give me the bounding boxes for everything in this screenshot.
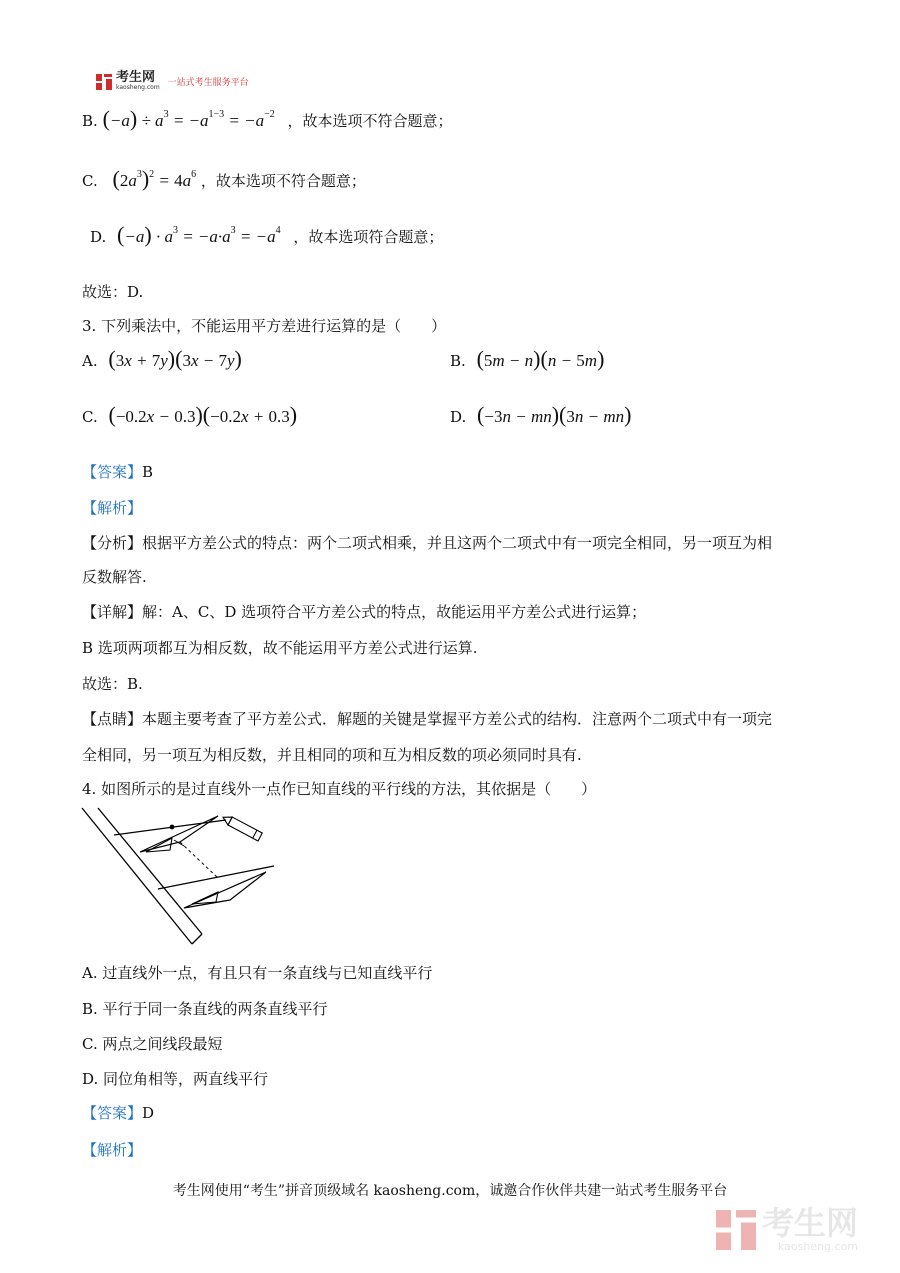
q4-figure (80, 806, 280, 948)
q3-fenxi-line1: 【分析】根据平方差公式的特点：两个二项式相乘，并且这两个二项式中有一项完全相同，另一项互为相 (82, 534, 773, 552)
q3-option-d: D. (−3n − mn)(3n − mn) (450, 402, 632, 427)
q4-answer (82, 1102, 154, 1123)
prev-option-b-expression: $(-a) \div a^3 = -a^{1-3} = -a^{-2}$ (102, 106, 275, 131)
q4-option-d: D. 同位角相等，两直线平行 (82, 1070, 269, 1088)
q3-option-c-expression: (−0.2x − 0.3)(−0.2x + 0.3) (108, 402, 298, 427)
q3-xiangjie-tag: 【详解】 (82, 603, 143, 621)
prev-option-c-expression: $(2a^3)^2 = 4a^6$ (112, 166, 197, 191)
prev-option-d-expression: $(-a) \cdot a^3 = -a\cdot a^3 = -a^4$ (117, 222, 281, 247)
q3-option-a: A. (3x + 7y)(3x − 7y) (82, 346, 242, 371)
given-point (170, 825, 175, 830)
ruler-edge-inner (98, 808, 202, 934)
prev-conclusion: 故选：D. (82, 283, 144, 301)
q4-option-a: A. 过直线外一点，有且只有一条直线与已知直线平行 (82, 964, 433, 982)
logo-name: 考生网 (116, 70, 156, 85)
upper-set-square (140, 816, 218, 852)
q3-fenxi-line2: 反数解答. (82, 568, 147, 586)
q3-option-b-expression: (5m − n)(n − 5m) (476, 346, 605, 371)
q4-option-c: C. 两点之间线段最短 (82, 1035, 223, 1053)
q3-xiangjie-line2: B 选项两项都互为相反数，故不能运用平方差公式进行运算. (82, 639, 478, 657)
logo-slogan: 一站式考生服务平台 (167, 78, 249, 88)
q4-analysis-tag: 【解析】 (82, 1141, 143, 1159)
q3-answer (82, 461, 153, 482)
lower-line (158, 866, 274, 889)
q3-answer-value: B (142, 463, 154, 481)
page-footer: 考生网使用“考生”拼音顶级域名 kaosheng.com，诚邀合作伙伴共建一站式考生服务平台 (172, 1183, 728, 1199)
q4-option-b: B. 平行于同一条直线的两条直线平行 (82, 1000, 328, 1018)
q3-conclusion: 故选：B. (82, 675, 143, 693)
pencil-icon (221, 813, 262, 841)
kaosheng-watermark-icon (716, 1210, 756, 1250)
q3-option-a-expression: (3x + 7y)(3x − 7y) (108, 346, 242, 371)
q3-dianjing-tag: 【点睛】 (82, 710, 143, 728)
q3-xiangjie-line1: 【详解】解：A、C、D 选项符合平方差公式的特点，故能运用平方差公式进行运算； (82, 603, 647, 621)
q3-dianjing-line1: 【点睛】本题主要考查了平方差公式．解题的关键是掌握平方差公式的结构．注意两个二项式中有一项完 (82, 710, 773, 728)
q3-analysis-tag: 【解析】 (82, 499, 143, 517)
kaosheng-logo-icon (96, 74, 112, 90)
prev-option-c: C. $(2a^3)^2 = 4a^6$ ，故本选项不符合题意； (82, 166, 366, 191)
q3-dianjing-line2: 全相同，另一项互为相反数，并且相同的项和互为相反数的项必须同时具有. (82, 746, 582, 764)
q3-option-c: C. (−0.2x − 0.3)(−0.2x + 0.3) (82, 402, 298, 427)
ruler-edge-outer (82, 808, 192, 944)
watermark (716, 1206, 858, 1253)
prev-option-b: B. $(-a) \div a^3 = -a^{1-3} = -a^{-2}$ ，故本选项不符合题意； (82, 106, 453, 131)
q3-answer-tag: 【答案】 (82, 463, 143, 481)
q3-option-b: B. (5m − n)(n − 5m) (450, 346, 605, 371)
q3-option-d-expression: (−3n − mn)(3n − mn) (477, 402, 632, 427)
q4-stem: 4. 如图所示的是过直线外一点作已知直线的平行线的方法，其依据是（ ） (82, 780, 597, 798)
slide-path (180, 842, 218, 878)
q4-answer-tag: 【答案】 (82, 1104, 143, 1122)
q3-fenxi-tag: 【分析】 (82, 534, 143, 552)
q3-stem: 3. 下列乘法中，不能运用平方差进行运算的是（ ） (82, 317, 447, 335)
watermark-name: 考生网 (762, 1204, 859, 1242)
watermark-domain: kaosheng.com (777, 1240, 859, 1253)
prev-option-d: D. $(-a) \cdot a^3 = -a\cdot a^3 = -a^4$ ，故本选项符合题意； (90, 222, 444, 247)
site-logo (96, 72, 249, 91)
logo-domain: kaosheng.com (116, 84, 160, 91)
q4-answer-value: D (142, 1104, 155, 1122)
